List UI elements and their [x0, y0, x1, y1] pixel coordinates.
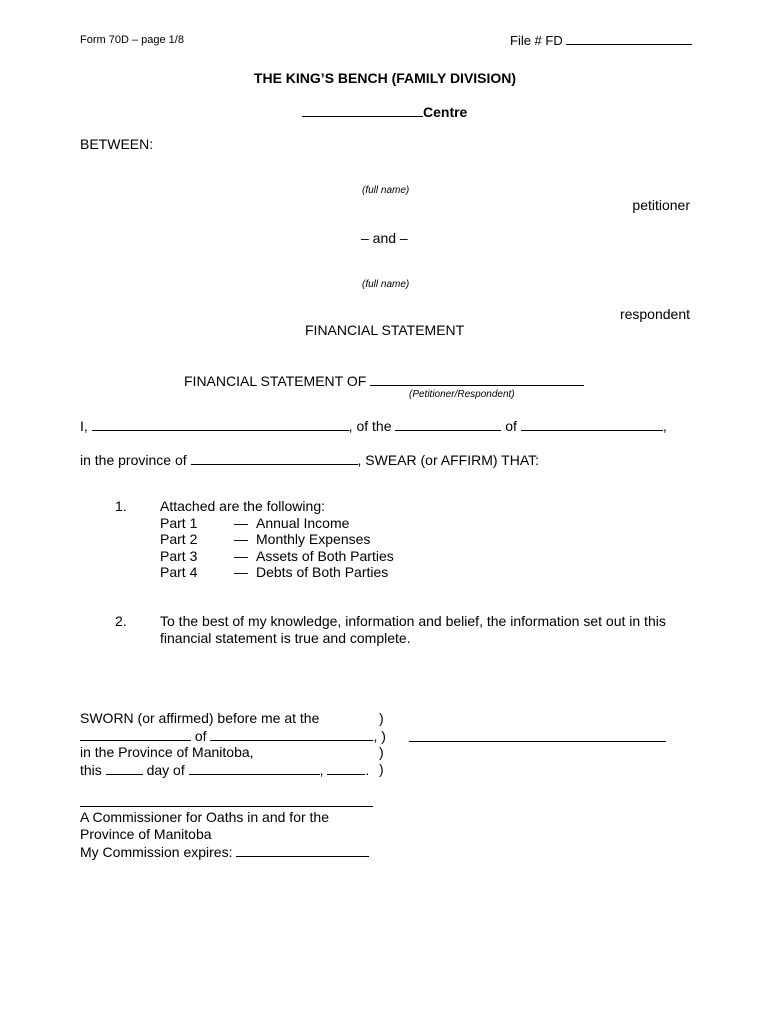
list-item — [160, 564, 394, 581]
sworn-paren-1: ) — [379, 710, 384, 726]
part-dash: — — [234, 547, 248, 564]
part-dash: — — [234, 514, 248, 531]
petitioner-label: petitioner — [632, 197, 690, 213]
centre-label: Centre — [423, 104, 468, 120]
commissioner-signature-line[interactable] — [80, 806, 373, 807]
oath-line-1 — [80, 417, 667, 434]
sworn-municipality-field[interactable] — [210, 727, 373, 741]
respondent-label: respondent — [619, 306, 690, 322]
part-label: Part 4 — [160, 564, 198, 581]
file-number — [510, 31, 692, 48]
full-name-hint-respondent: (full name) — [362, 279, 410, 290]
item-2-content — [160, 613, 666, 646]
oath-line-2 — [80, 451, 539, 468]
commissioner-block — [80, 809, 369, 861]
commission-expiry-field[interactable] — [236, 843, 369, 857]
part-text: Assets of Both Parties — [256, 547, 394, 564]
sworn-month-field[interactable] — [189, 761, 320, 775]
part-text: Debts of Both Parties — [256, 564, 389, 581]
and-separator: – and – — [361, 230, 408, 246]
file-number-label: File # FD — [510, 33, 563, 48]
item-2-line-2: financial statement is true and complete. — [160, 629, 411, 646]
commissioner-line-2: Province of Manitoba — [80, 826, 212, 842]
form-page-label: Form 70D – page 1/8 — [80, 34, 184, 46]
item-2-line-1: To the best of my knowledge, information and belief, the information set out in this — [160, 613, 666, 629]
oath-comma: , — [662, 418, 667, 434]
part-text: Annual Income — [256, 514, 350, 531]
oath-of-label: of — [505, 418, 517, 434]
item-2-number: 2. — [115, 613, 127, 629]
petitioner-respondent-hint: (Petitioner/Respondent) — [409, 389, 515, 400]
part-label: Part 2 — [160, 531, 198, 548]
full-name-hint-petitioner: (full name) — [362, 185, 410, 196]
sworn-year-field[interactable] — [327, 761, 365, 775]
oath-municipality-field[interactable] — [395, 417, 501, 431]
list-item — [160, 548, 394, 565]
sworn-line-4 — [80, 761, 369, 778]
commissioner-expires-label: My Commission expires: — [80, 844, 233, 860]
sworn-day-field[interactable] — [106, 761, 143, 775]
list-item — [160, 531, 394, 548]
oath-province-label: in the province of — [80, 452, 187, 468]
statement-title: FINANCIAL STATEMENT — [305, 322, 465, 338]
sworn-line-3: in the Province of Manitoba, — [80, 744, 254, 760]
sworn-day-of-label: day of — [146, 762, 185, 778]
between-label: BETWEEN: — [80, 136, 154, 152]
sworn-paren-3: ) — [379, 744, 384, 760]
item-1-number: 1. — [115, 498, 127, 514]
statement-of-field[interactable] — [370, 372, 584, 386]
commissioner-expires — [80, 843, 369, 861]
sworn-place-field[interactable] — [80, 727, 191, 741]
item-1-intro: Attached are the following: — [160, 498, 325, 514]
sworn-line-1: SWORN (or affirmed) before me at the — [80, 710, 320, 726]
sworn-this-label: this — [80, 762, 102, 778]
oath-i-label: I, — [80, 418, 88, 434]
part-label: Part 3 — [160, 547, 198, 564]
oath-province-field[interactable] — [191, 451, 358, 465]
statement-of-line — [184, 372, 584, 389]
oath-name-field[interactable] — [92, 417, 349, 431]
statement-of-label: FINANCIAL STATEMENT OF — [184, 373, 367, 389]
sworn-comma: , — [319, 762, 324, 778]
deponent-signature-line[interactable] — [409, 741, 666, 742]
sworn-paren-comma: , ) — [373, 728, 386, 744]
list-item — [160, 515, 394, 532]
part-label: Part 1 — [160, 514, 198, 531]
centre-line — [302, 103, 467, 120]
sworn-of-label: of — [194, 728, 207, 744]
item-1-content — [160, 498, 394, 581]
commissioner-line-1: A Commissioner for Oaths in and for the — [80, 809, 329, 825]
part-dash: — — [234, 531, 248, 548]
oath-place-field[interactable] — [521, 417, 663, 431]
oath-swear-label: , SWEAR (or AFFIRM) THAT: — [357, 452, 540, 468]
sworn-paren-4: ) — [379, 761, 384, 777]
sworn-line-2 — [80, 727, 386, 744]
part-dash: — — [234, 564, 248, 581]
oath-of-the-label: , of the — [348, 418, 392, 434]
sworn-period: . — [365, 762, 370, 778]
court-title: THE KING’S BENCH (FAMILY DIVISION) — [253, 70, 517, 86]
file-number-field[interactable] — [566, 31, 692, 45]
part-text: Monthly Expenses — [256, 531, 371, 548]
centre-field[interactable] — [302, 103, 423, 117]
